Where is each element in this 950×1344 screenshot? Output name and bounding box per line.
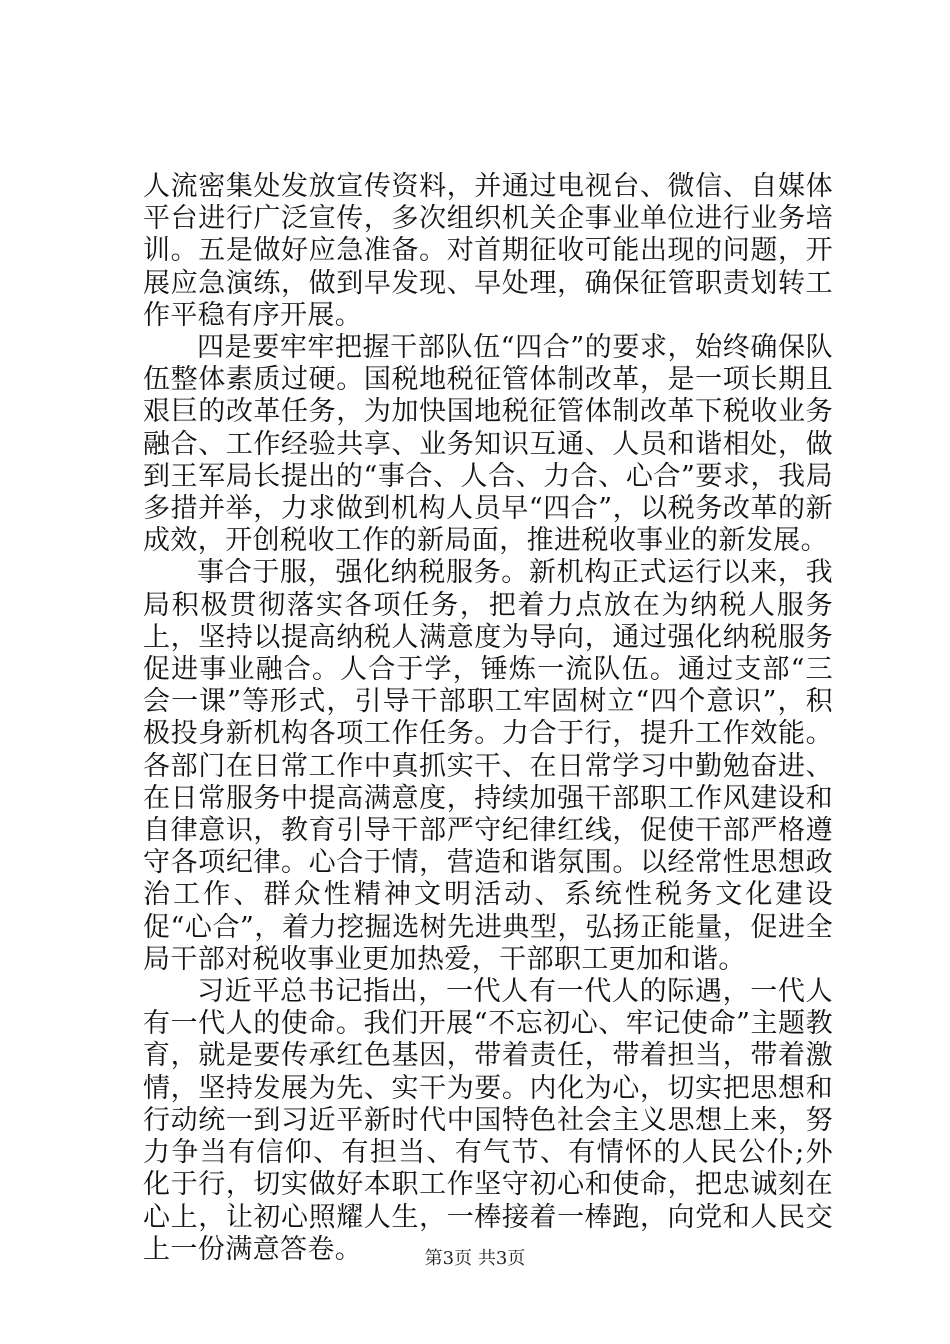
page-number-footer: 第3页 共3页 [424, 1248, 526, 1269]
paragraph: 事合于服，强化纳税服务。新机构正式运行以来，我局积极贯彻落实各项任务，把着力点放在为纳税人服务上，坚持以提高纳税人满意度为导向，通过强化纳税服务促进事业融合。人合于学，锤炼一流队伍。通过支部“三会一课”等形式，引导干部职工牢固树立“四个意识”，积极投身新机构各项工作任务。力合于行，提升工作效能。各部门在日常工作中真抓实干、在日常学习中勤勉奋进、在日常服务中提高满意度，持续加强干部职工作风建设和自律意识，教育引导干部严守纪律红线，促使干部严格遵守各项纪律。心合于情，营造和谐氛围。以经常性思想政治工作、群众性精神文明活动、系统性税务文化建设促“心合”，着力挖掘选树先进典型，弘扬正能量，促进全局干部对税收事业更加热爱，干部职工更加和谐。 [143, 557, 833, 975]
paragraph: 四是要牢牢把握干部队伍“四合”的要求，始终确保队伍整体素质过硬。国税地税征管体制改革，是一项长期且艰巨的改革任务，为加快国地税征管体制改革下税收业务融合、工作经验共享、业务知识互通、人员和谐相处，做到王军局长提出的“事合、人合、力合、心合”要求，我局多措并举，力求做到机构人员早“四合”，以税务改革的新成效，开创税收工作的新局面，推进税收事业的新发展。 [143, 332, 833, 557]
document-body [143, 171, 833, 1266]
paragraph-continuation: 人流密集处发放宣传资料，并通过电视台、微信、自媒体平台进行广泛宣传，多次组织机关企事业单位进行业务培训。五是做好应急准备。对首期征收可能出现的问题，开展应急演练，做到早发现、早处理，确保征管职责划转工作平稳有序开展。 [143, 171, 833, 331]
paragraph: 习近平总书记指出，一代人有一代人的际遇，一代人有一代人的使命。我们开展“不忘初心、牢记使命”主题教育，就是要传承红色基因，带着责任，带着担当，带着激情，坚持发展为先、实干为要。内化为心，切实把思想和行动统一到习近平新时代中国特色社会主义思想上来，努力争当有信仰、有担当、有气节、有情怀的人民公仆;外化于行，切实做好本职工作坚守初心和使命，把忠诚刻在心上，让初心照耀人生，一棒接着一棒跑，向党和人民交上一份满意答卷。 [143, 976, 833, 1265]
